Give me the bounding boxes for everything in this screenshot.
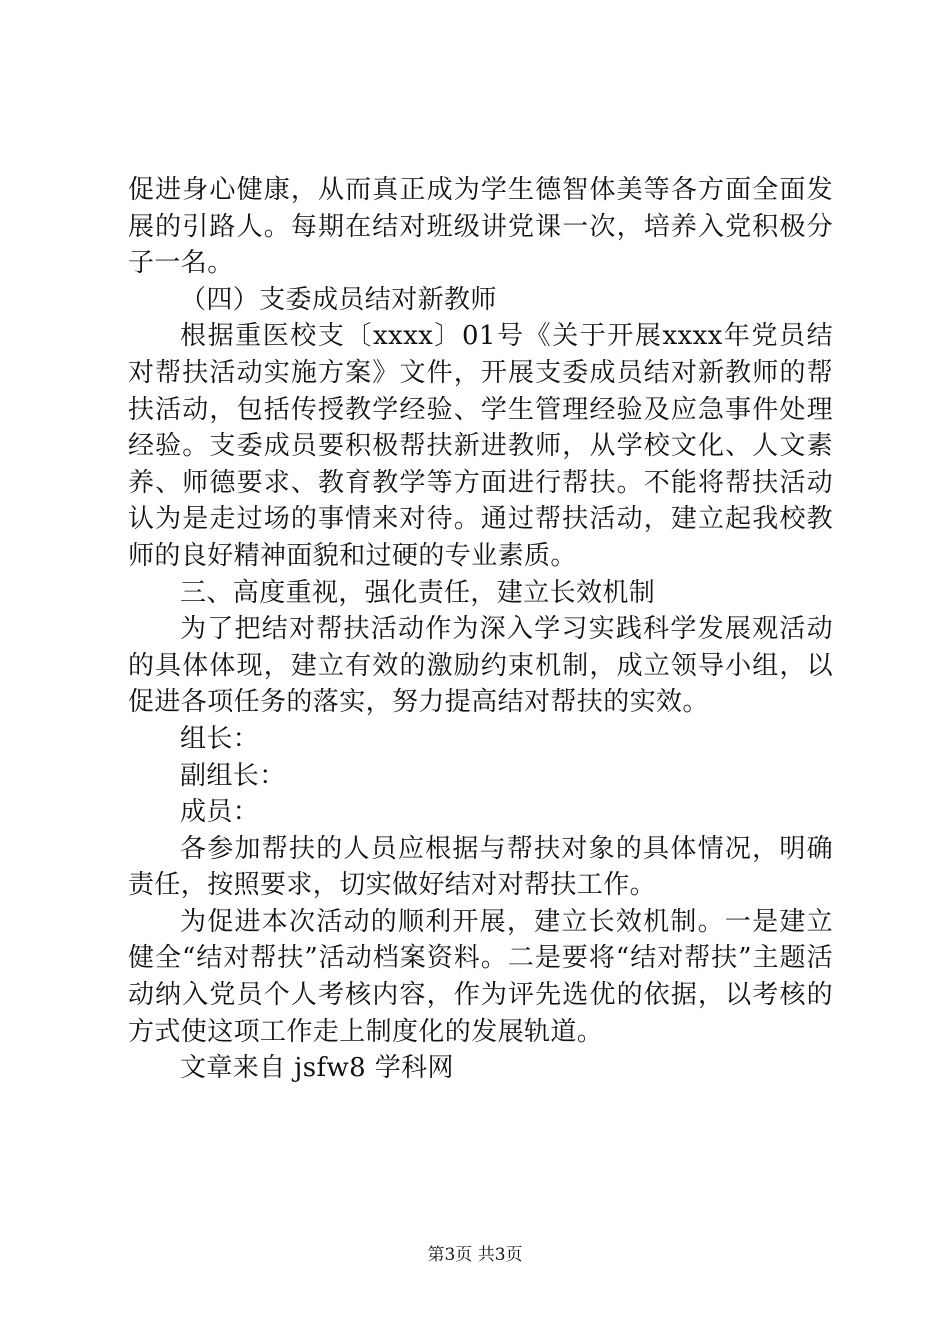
- label-deputy-leader: 副组长：: [180, 760, 286, 791]
- paragraph-responsibility: 各参加帮扶的人员应根据与帮扶对象的具体情况，明确责任，按照要求，切实做好结对对帮扶工作。: [128, 833, 833, 901]
- paragraph-continuation: 促进身心健康，从而真正成为学生德智体美等各方面全面发展的引路人。每期在结对班级讲党课一次，培养入党积极分子一名。: [128, 175, 833, 279]
- page-number-footer: 第3页 共3页: [427, 1245, 523, 1265]
- label-members: 成员：: [180, 797, 260, 828]
- paragraph-source: 文章来自 jsfw8 学科网: [180, 1053, 454, 1084]
- paragraph-leadership: 为了把结对帮扶活动作为深入学习实践科学发展观活动的具体体现，建立有效的激励约束机制，成立领导小组，以促进各项任务的落实，努力提高结对帮扶的实效。: [128, 614, 833, 718]
- label-leader: 组长：: [180, 723, 260, 754]
- section-heading-four: （四）支委成员结对新教师: [180, 284, 497, 315]
- paragraph-long-term-mechanism: 为促进本次活动的顺利开展，建立长效机制。一是建立健全“结对帮扶”活动档案资料。二是要将“结对帮扶”主题活动纳入党员个人考核内容，作为评先选优的依据，以考核的方式使这项工作走上制度化的发展轨道。: [128, 906, 833, 1047]
- document-body: [128, 172, 833, 1087]
- paragraph-mentoring: 根据重医校支〔xxxx〕01号《关于开展xxxx年党员结对帮扶活动实施方案》文件，开展支委成员结对新教师的帮扶活动，包括传授教学经验、学生管理经验及应急事件处理经验。支委成员要积极帮扶新进教师，从学校文化、人文素养、师德要求、教育教学等方面进行帮扶。不能将帮扶活动认为是走过场的事情来对待。通过帮扶活动，建立起我校教师的良好精神面貌和过硬的专业素质。: [128, 321, 833, 571]
- section-heading-three: 三、高度重视，强化责任，建立长效机制: [180, 577, 656, 608]
